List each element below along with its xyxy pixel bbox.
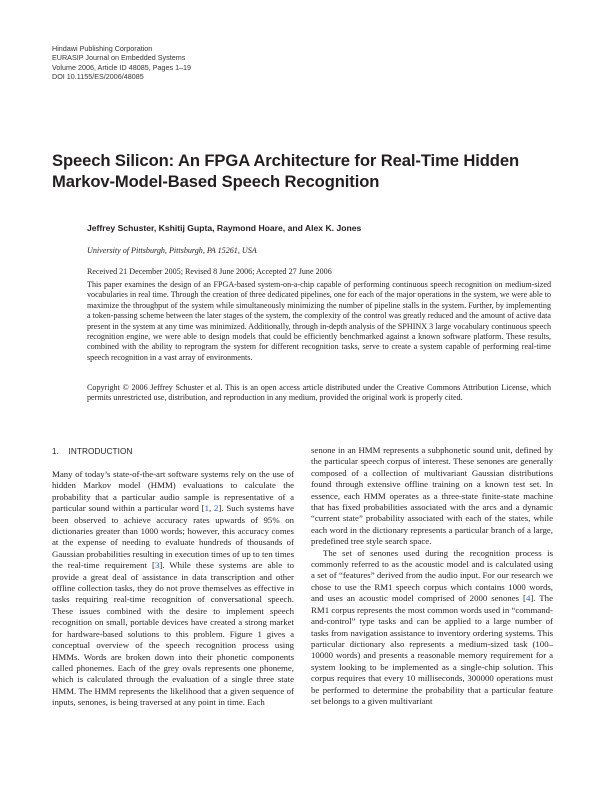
paper-title: Speech Silicon: An FPGA Architecture for Real-Time Hidden Markov-Model-Based Speech Recognition <box>52 151 519 191</box>
text-run: ]. While these systems are able to provide a great deal of assistance in data transcription and other offline collection tasks, they do not prove themselves as effective in tasks requiring real-time recognition of conversational speech. These issues combined with the desire to implement speech recognition on small, portable devices have created a strong market for hardware-based solutions to this problem. Figure 1 gives a conceptual overview of the speech recognition process using HMMs. Words are broken down into their phonetic components called phonemes. Each of the grey ovals represents one phoneme, which is calculated through the evaluation of a single three state HMM. The HMM represents the likelihood that a given sequence of inputs, senones, is being traversed at any point in time. Each <box>52 560 294 708</box>
submission-dates: Received 21 December 2005; Revised 8 June 2006; Accepted 27 June 2006 <box>87 267 332 276</box>
citation-link-3[interactable]: 3 <box>154 560 160 571</box>
abstract: This paper examines the design of an FPGA-based system-on-a-chip capable of performing continuous speech recognition on medium-sized vocabularies in real time. Through the creation of three dedicated pipelines, one for each of the major operations in the system, we were able to maximize the throughput of the system while simultaneously minimizing the number of pipeline stalls in the system. Further, by implementing a token-passing scheme between the later stages of the system, the complexity of the control was greatly reduced and the amount of active data present in the system at any time was minimized. Additionally, through in-depth analysis of the SPHINX 3 large vocabulary continuous speech recognition engine, we were able to design models that could be efficiently benchmarked against a known software platform. These results, combined with the ability to reprogram the system for different recognition tasks, serve to create a system capable of performing real-time speech recognition in a vast array of environments. <box>87 280 551 362</box>
citation-link-4[interactable]: 4 <box>525 593 531 604</box>
author-list: Jeffrey Schuster, Kshitij Gupta, Raymond Hoare, and Alex K. Jones <box>87 223 362 233</box>
text-run: ]. Such systems have been observed to achieve accuracy rates upwards of 95% on dictionaries greater than 1000 words; however, this accuracy comes at the expense of needing to evaluate hundreds of thousands of Gaussian probabilities resulting in execution times of up to ten times the real-time requirement [ <box>52 503 294 571</box>
intro-paragraph-2 <box>311 548 553 708</box>
citation-link-1[interactable]: 1 <box>204 503 209 514</box>
intro-paragraph-continued: senone in an HMM represents a subphonetic sound unit, defined by the particular speech corpus of interest. These senones are generally composed of a collection of multivariant Gaussian distributions found through extensive offline training on a known test set. In essence, each HMM operates as a three-state finite-state machine that has fixed probabilities associated with the arcs and a dynamic “current state” probability associated with each of the states, while each word in the dictionary represents a particular branch of a large, predefined tree style search space. <box>311 445 553 547</box>
text-run: Many of today’s state-of-the-art software systems rely on the use of hidden Markov model (HMM) evaluations to calculate the probability that a particular audio sample is representative of a particular sound within a particular word [ <box>52 469 294 514</box>
intro-paragraph-1 <box>52 469 294 709</box>
copyright-notice: Copyright © 2006 Jeffrey Schuster et al. This is an open access article distributed under the Creative Commons Attribution License, which permits unrestricted use, distribution, and reproduction in any medium, provided the original work is properly cited. <box>87 383 551 403</box>
citation-link-2[interactable]: 2 <box>214 503 219 514</box>
left-column <box>52 469 294 709</box>
section-number: 1. <box>52 447 60 456</box>
publisher-line: Hindawi Publishing Corporation <box>52 44 153 53</box>
section-title: INTRODUCTION <box>68 447 133 456</box>
section-heading <box>52 447 133 456</box>
affiliation: University of Pittsburgh, Pittsburgh, PA 15261, USA <box>87 246 257 255</box>
volume-line: Volume 2006, Article ID 48085, Pages 1–19 <box>52 62 192 72</box>
right-column <box>311 445 553 707</box>
journal-line: EURASIP Journal on Embedded Systems <box>52 53 186 63</box>
doi-line: DOI 10.1155/ES/2006/48085 <box>52 71 144 81</box>
text-run: ]. The RM1 corpus represents the most common words used in “command-and-control” type tasks and can be applied to a large number of tasks from navigation assistance to inventory ordering systems. This particular dictionary also represents a medium-sized task (100–10000 words) and presents a reasonable memory requirement for a system looking to be implemented as a single-chip solution. This corpus requires that every 10 milliseconds, 300000 operations must be performed to determine the probability that a particular feature set belongs to a given multivariant <box>311 593 553 706</box>
journal-header <box>52 44 191 81</box>
text-run: The set of senones used during the recognition process is commonly referred to as the acoustic model and is calculated using a set of “features” derived from the audio input. For our research we chose to use the RM1 speech corpus which contains 1000 words, and uses an acoustic model comprised of 2000 senones [ <box>311 547 553 604</box>
text-run: , <box>209 503 214 514</box>
